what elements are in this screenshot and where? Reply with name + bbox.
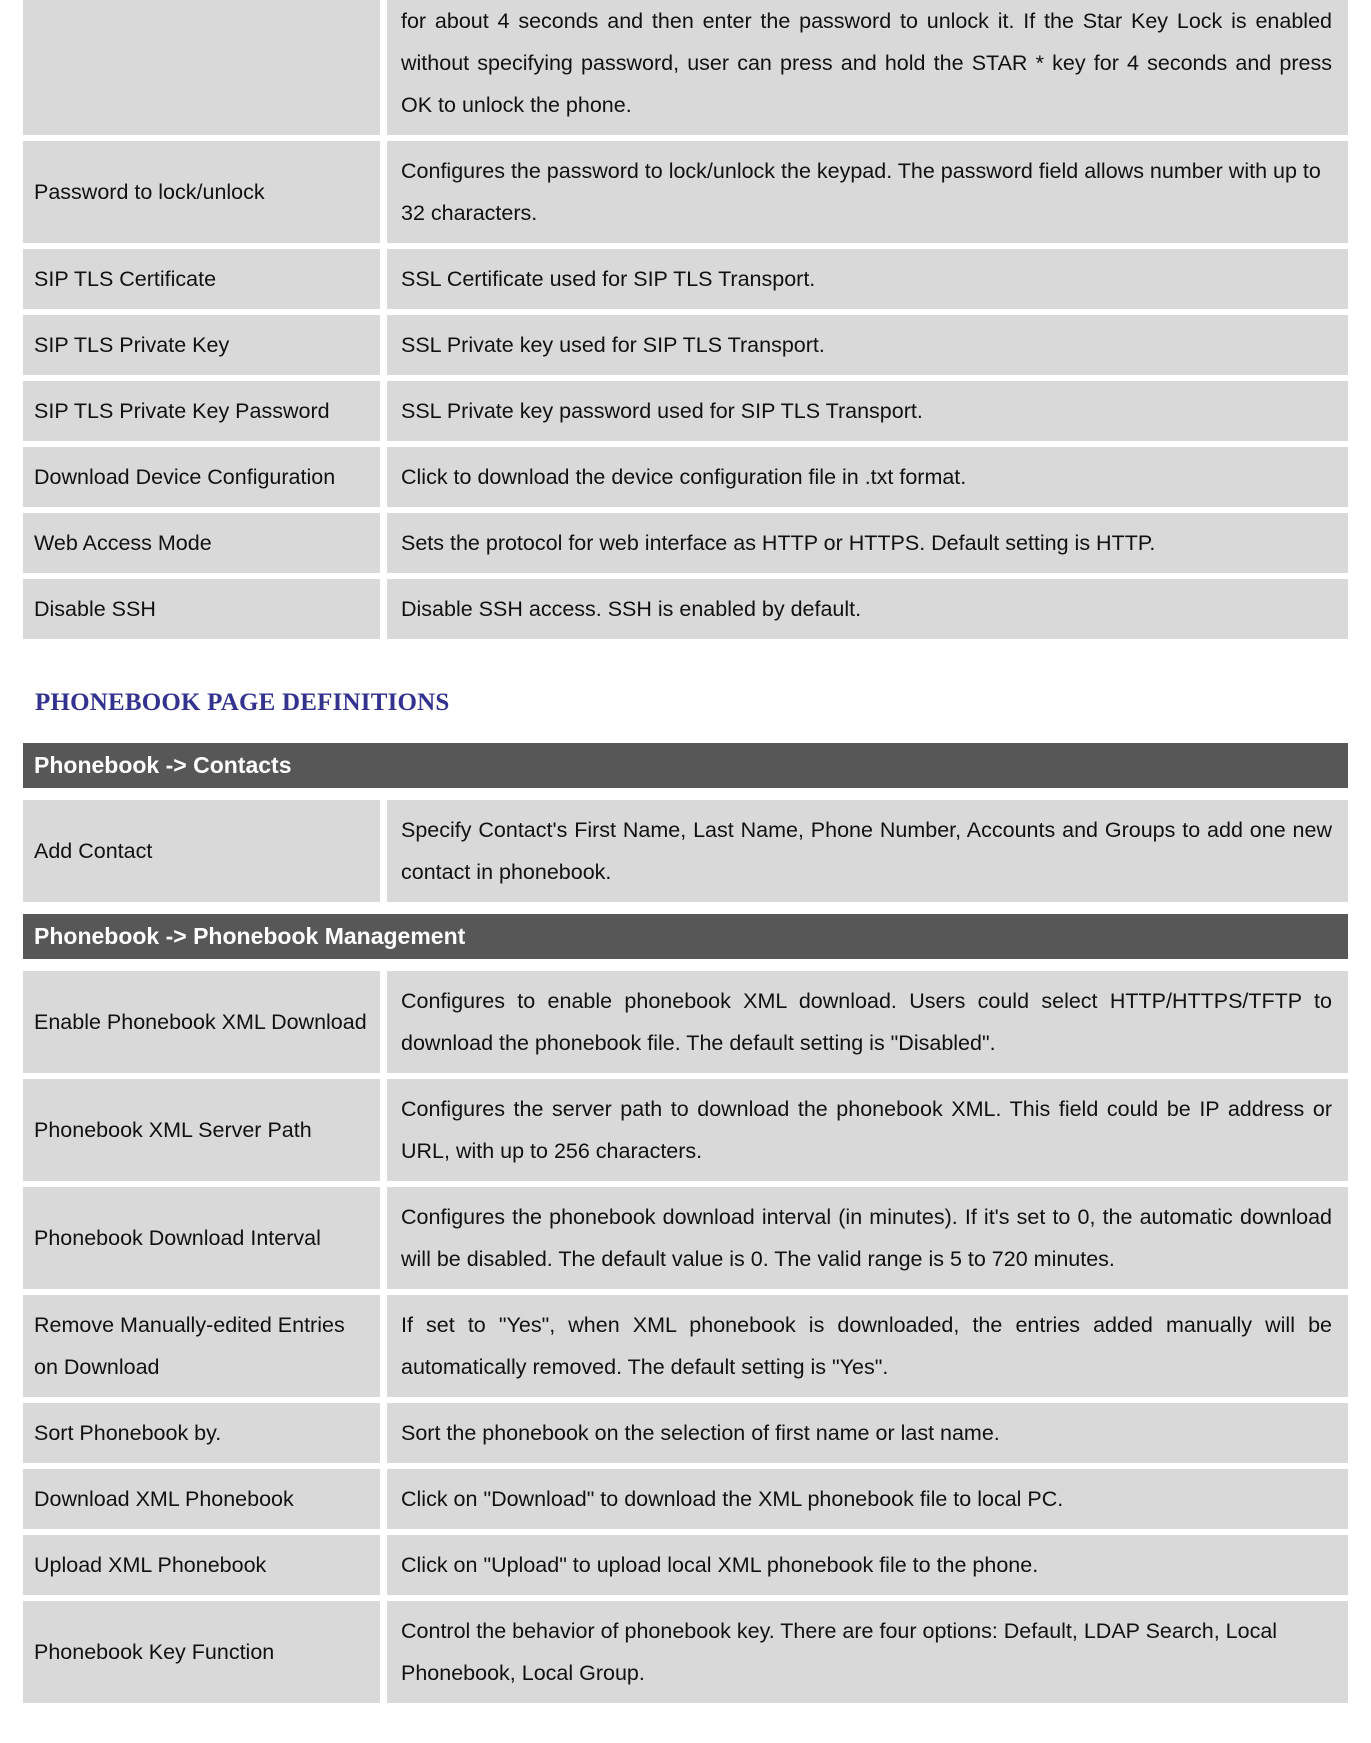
description-cell: Click to download the device configuration file in .txt format. bbox=[387, 447, 1348, 507]
security-definitions-table bbox=[23, 0, 1348, 645]
phonebook-management-table bbox=[23, 965, 1348, 1709]
phonebook-contacts-body bbox=[23, 800, 1348, 902]
table-row bbox=[23, 315, 1348, 375]
table-row bbox=[23, 1079, 1348, 1181]
description-cell: If set to "Yes", when XML phonebook is downloaded, the entries added manually will be automatically removed. The default setting is "Yes". bbox=[387, 1295, 1348, 1397]
term-cell: Disable SSH bbox=[23, 579, 387, 639]
term-cell: Enable Phonebook XML Download bbox=[23, 971, 387, 1073]
description-cell: Configures the phonebook download interval (in minutes). If it's set to 0, the automatic download will be disabled. The default value is 0. The valid range is 5 to 720 minutes. bbox=[387, 1187, 1348, 1289]
table-row bbox=[23, 971, 1348, 1073]
phonebook-contacts-table bbox=[23, 794, 1348, 908]
table-row bbox=[23, 0, 1348, 135]
description-cell: Specify Contact's First Name, Last Name, Phone Number, Accounts and Groups to add one new contact in phonebook. bbox=[387, 800, 1348, 902]
table-row bbox=[23, 579, 1348, 639]
table-row bbox=[23, 1601, 1348, 1703]
description-cell: Control the behavior of phonebook key. There are four options: Default, LDAP Search, Local Phonebook, Local Group. bbox=[387, 1601, 1348, 1703]
term-cell: Phonebook Key Function bbox=[23, 1601, 387, 1703]
table-row bbox=[23, 249, 1348, 309]
term-cell: Password to lock/unlock bbox=[23, 141, 387, 243]
description-cell: SSL Certificate used for SIP TLS Transport. bbox=[387, 249, 1348, 309]
description-cell: Sets the protocol for web interface as HTTP or HTTPS. Default setting is HTTP. bbox=[387, 513, 1348, 573]
table-row bbox=[23, 1187, 1348, 1289]
section-heading-phonebook: PHONEBOOK PAGE DEFINITIONS bbox=[35, 689, 450, 716]
table-row bbox=[23, 381, 1348, 441]
security-definitions-body bbox=[23, 0, 1348, 639]
table-row bbox=[23, 1403, 1348, 1463]
term-cell: Sort Phonebook by. bbox=[23, 1403, 387, 1463]
description-cell: Click on "Upload" to upload local XML phonebook file to the phone. bbox=[387, 1535, 1348, 1595]
description-cell: Sort the phonebook on the selection of first name or last name. bbox=[387, 1403, 1348, 1463]
table-row bbox=[23, 1469, 1348, 1529]
term-cell: Remove Manually-edited Entries on Download bbox=[23, 1295, 387, 1397]
term-cell bbox=[23, 0, 387, 135]
term-cell: Phonebook Download Interval bbox=[23, 1187, 387, 1289]
description-cell: Disable SSH access. SSH is enabled by default. bbox=[387, 579, 1348, 639]
term-cell: Phonebook XML Server Path bbox=[23, 1079, 387, 1181]
description-cell: Configures the server path to download the phonebook XML. This field could be IP address or URL, with up to 256 characters. bbox=[387, 1079, 1348, 1181]
table-row bbox=[23, 1295, 1348, 1397]
description-cell: Configures the password to lock/unlock the keypad. The password field allows number with up to 32 characters. bbox=[387, 141, 1348, 243]
term-cell: Add Contact bbox=[23, 800, 387, 902]
description-cell: Configures to enable phonebook XML download. Users could select HTTP/HTTPS/TFTP to download the phonebook file. The default setting is "Disabled". bbox=[387, 971, 1348, 1073]
description-cell: for about 4 seconds and then enter the password to unlock it. If the Star Key Lock is enabled without specifying password, user can press and hold the STAR * key for 4 seconds and press OK to unlock the phone. bbox=[387, 0, 1348, 135]
description-cell: SSL Private key password used for SIP TLS Transport. bbox=[387, 381, 1348, 441]
table-row bbox=[23, 141, 1348, 243]
term-cell: Upload XML Phonebook bbox=[23, 1535, 387, 1595]
page-bar-phonebook-contacts: Phonebook -> Contacts bbox=[23, 743, 1348, 788]
description-cell: SSL Private key used for SIP TLS Transport. bbox=[387, 315, 1348, 375]
term-cell: SIP TLS Private Key bbox=[23, 315, 387, 375]
table-row bbox=[23, 513, 1348, 573]
table-row bbox=[23, 1535, 1348, 1595]
term-cell: Download XML Phonebook bbox=[23, 1469, 387, 1529]
description-cell: Click on "Download" to download the XML phonebook file to local PC. bbox=[387, 1469, 1348, 1529]
term-cell: SIP TLS Private Key Password bbox=[23, 381, 387, 441]
term-cell: Web Access Mode bbox=[23, 513, 387, 573]
term-cell: Download Device Configuration bbox=[23, 447, 387, 507]
table-row bbox=[23, 800, 1348, 902]
page-bar-phonebook-management: Phonebook -> Phonebook Management bbox=[23, 914, 1348, 959]
table-row bbox=[23, 447, 1348, 507]
phonebook-management-body bbox=[23, 971, 1348, 1703]
term-cell: SIP TLS Certificate bbox=[23, 249, 387, 309]
